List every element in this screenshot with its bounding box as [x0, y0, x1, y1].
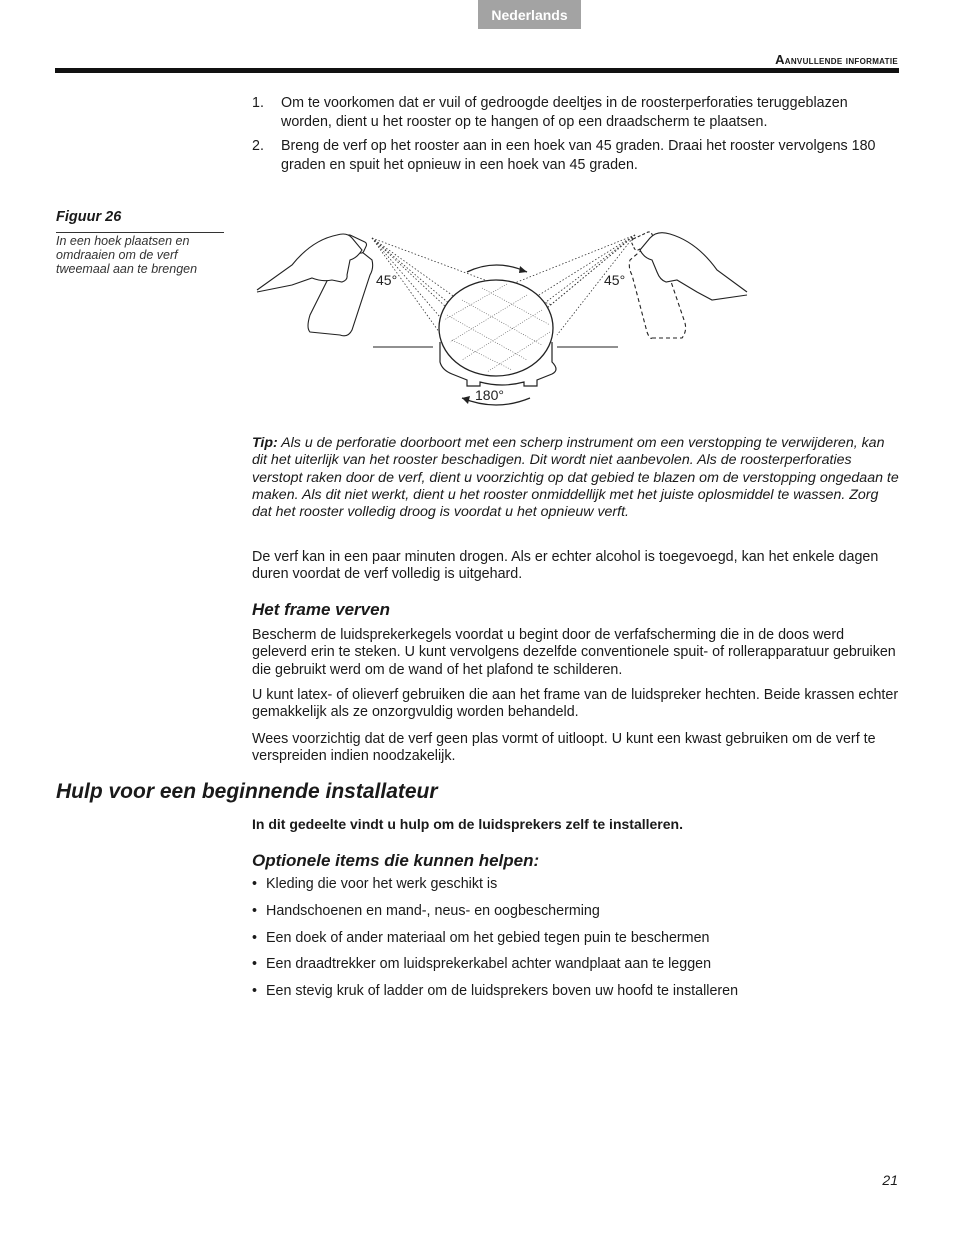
figure-caption: In een hoek plaatsen en omdraaien om de verf tweemaal aan te brengen	[56, 234, 198, 276]
page-number: 21	[882, 1172, 898, 1188]
section-header-rest: anvullende informatie	[784, 55, 898, 67]
angle-label-right: 45°	[604, 272, 626, 288]
grille-face	[439, 280, 553, 376]
list-item: • Kleding die voor het werk geschikt is	[252, 875, 900, 902]
list-item: • Een doek of ander materiaal om het gebied tegen puin te beschermen	[252, 929, 900, 956]
drying-paragraph: De verf kan in een paar minuten drogen. Als er echter alcohol is toegevoegd, kan het enkele dagen duren voordat de verf volledig is uitgehard.	[252, 549, 879, 583]
language-tab: Nederlands	[478, 0, 581, 29]
help-heading: Hulp voor een beginnende installateur	[56, 780, 438, 803]
arrow-head-top	[519, 266, 527, 273]
step-text: Breng de verf op het rooster aan in een hoek van 45 graden. Draai het rooster vervolgens 180 graden en spuit het opnieuw in een hoek van 45 graden.	[281, 138, 876, 173]
frame-heading: Het frame verven	[252, 600, 390, 619]
tip-paragraph	[252, 435, 900, 521]
help-subheading: Optionele items die kunnen helpen:	[252, 851, 540, 870]
frame-paragraph: Wees voorzichtig dat de verf geen plas vormt of uitloopt. U kunt een kwast gebruiken om de verf te verspreiden indien noodzakelijk.	[252, 731, 876, 765]
left-hand-spray-can	[257, 234, 373, 336]
tip-label: Tip:	[252, 435, 278, 451]
tip-text: Als u de perforatie doorboort met een scherp instrument om een verstopping te verwijderen, kan dit het uiterlijk van het rooster beschadigen. Dit wordt niet aanbevolen. Als de roosterperforaties verstopt raken door de verf, dient u voorzichtig op dat gebied te blazen om de verstopping ongedaan te maken. Als dit niet werkt, dient u het rooster onmiddellijk met het juiste oplosmiddel te wassen. Zorg dat het rooster volledig droog is voordat u het opnieuw verft.	[252, 435, 899, 521]
step-number: 1.	[252, 95, 264, 111]
right-hand-spray-can	[629, 231, 747, 338]
step-item	[252, 94, 900, 131]
rotation-arrow-top	[467, 265, 527, 272]
figure-title: Figuur 26	[56, 209, 122, 225]
list-item: • Een draadtrekker om luidsprekerkabel achter wandplaat aan te leggen	[252, 955, 900, 982]
step-text: Om te voorkomen dat er vuil of gedroogde deeltjes in de roosterperforaties teruggeblazen worden, dient u het rooster op te hangen of op een draadscherm te plaatsen.	[281, 95, 848, 130]
help-lead: In dit gedeelte vindt u hulp om de luidsprekers zelf te installeren.	[252, 816, 683, 832]
header-rule	[55, 68, 899, 73]
arrow-head-bottom	[462, 396, 470, 404]
optional-items-list	[252, 875, 900, 1009]
section-header-initial: A	[775, 52, 785, 67]
angle-label-left: 45°	[376, 272, 398, 288]
spray-illustration-svg	[252, 220, 752, 415]
rotation-label: 180°	[475, 387, 504, 403]
list-item: • Handschoenen en mand-, neus- en oogbescherming	[252, 902, 900, 929]
frame-paragraph: U kunt latex- of olieverf gebruiken die aan het frame van de luidspreker hechten. Beide krassen echter gemakkelijk als ze onzorgvuldig worden behandeld.	[252, 687, 899, 721]
figure-caption-rule	[56, 232, 224, 233]
step-list	[252, 94, 900, 180]
step-item	[252, 137, 900, 174]
section-header	[775, 52, 898, 67]
spray-illustration	[252, 220, 752, 415]
frame-paragraph: Bescherm de luidsprekerkegels voordat u begint door de verfafscherming die in de doos werd geleverd erin te steken. U kunt vervolgens dezelfde conventionele spuit- of rollerapparatuur gebruiken die gebruikt werd om de wand of het plafond te schilderen.	[252, 627, 896, 678]
list-item: • Een stevig kruk of ladder om de luidsprekers boven uw hoofd te installeren	[252, 982, 900, 1009]
step-number: 2.	[252, 138, 264, 154]
